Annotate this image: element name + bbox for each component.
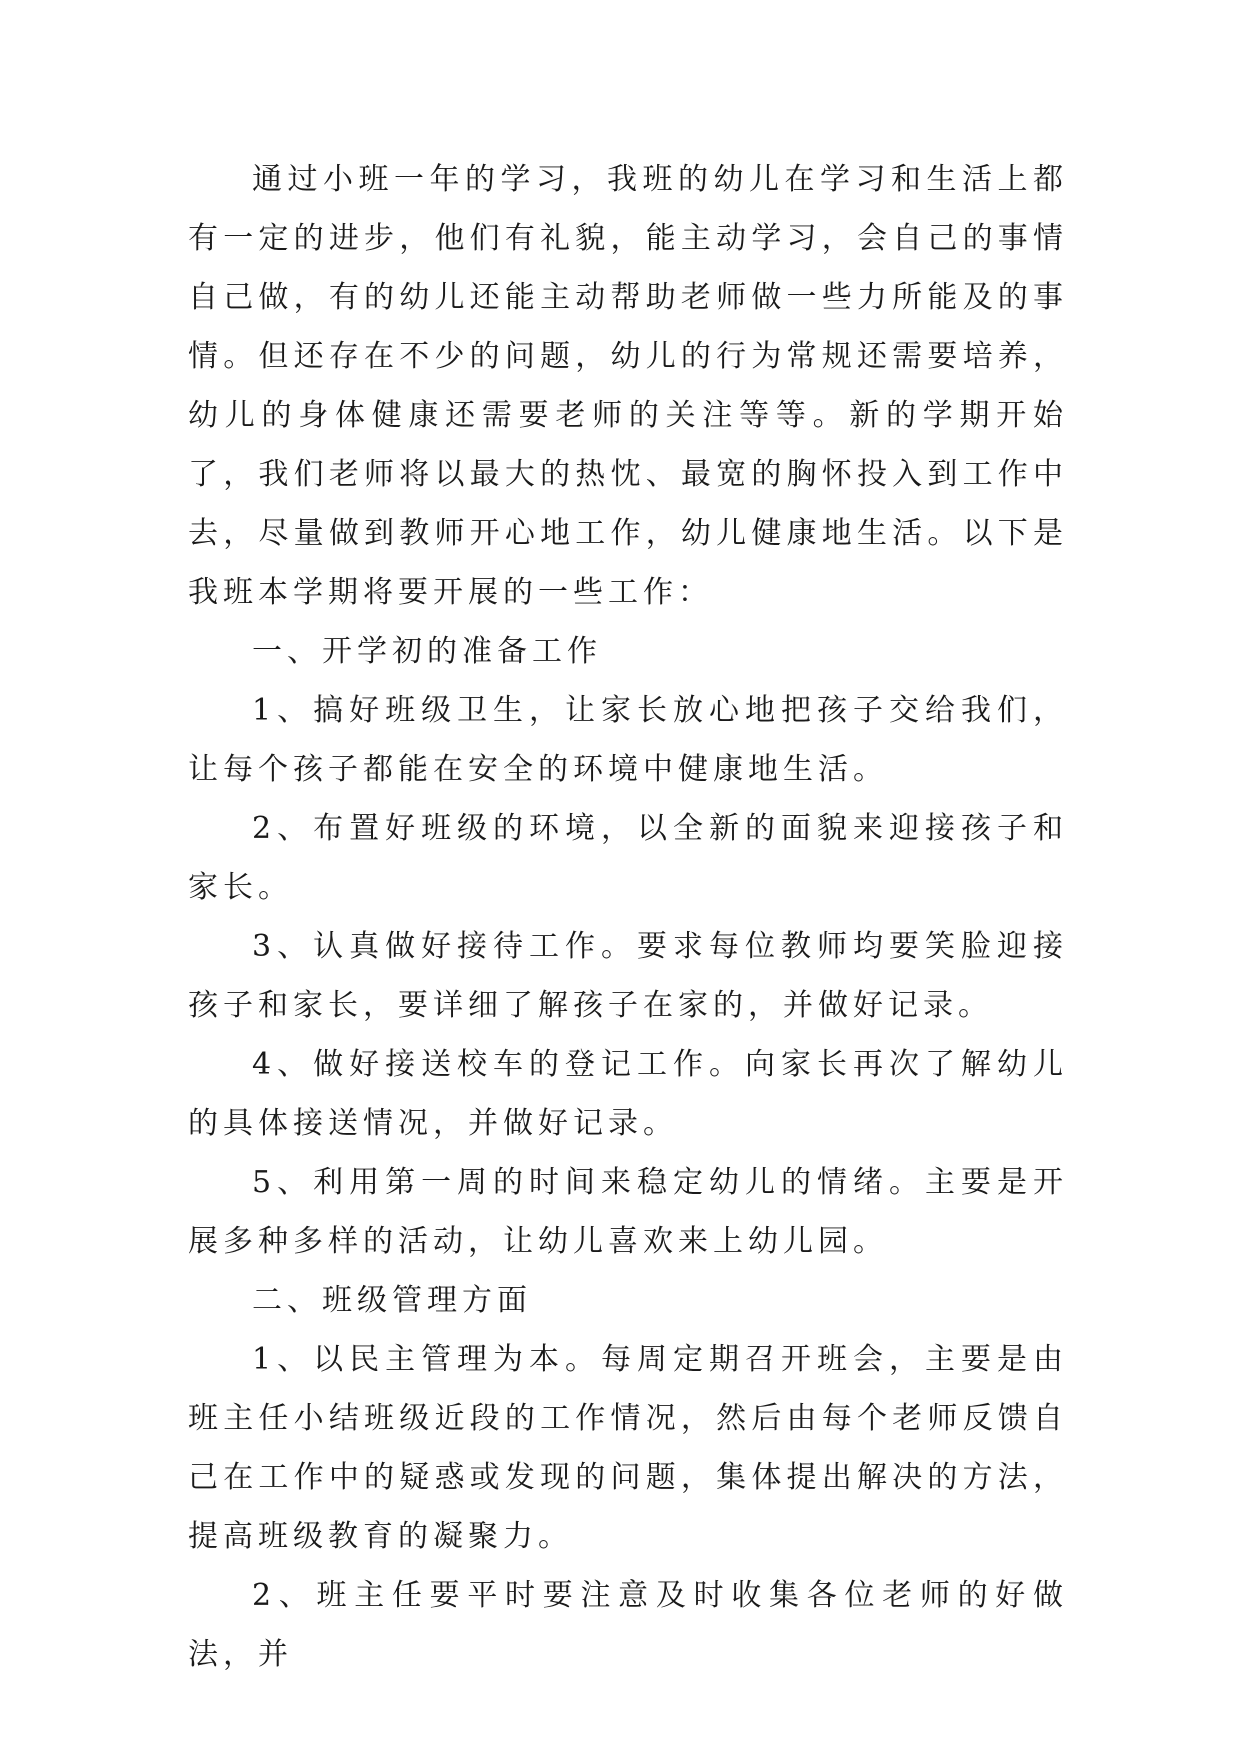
document-body bbox=[188, 150, 1068, 1684]
list-item-paragraph: 4、做好接送校车的登记工作。向家长再次了解幼儿的具体接送情况，并做好记录。 bbox=[188, 1047, 1068, 1141]
list-item-paragraph: 5、利用第一周的时间来稳定幼儿的情绪。主要是开展多种多样的活动，让幼儿喜欢来上幼儿园。 bbox=[188, 1165, 1068, 1259]
section-heading-class-management: 二、班级管理方面 bbox=[252, 1283, 532, 1318]
section-heading-preparation: 一、开学初的准备工作 bbox=[252, 634, 602, 669]
list-item-paragraph: 2、班主任要平时要注意及时收集各位老师的好做法，并 bbox=[188, 1578, 1068, 1672]
list-item-paragraph: 3、认真做好接待工作。要求每位教师均要笑脸迎接孩子和家长，要详细了解孩子在家的，并做好记录。 bbox=[188, 929, 1068, 1023]
list-item-paragraph: 1、搞好班级卫生，让家长放心地把孩子交给我们，让每个孩子都能在安全的环境中健康地生活。 bbox=[188, 693, 1068, 787]
intro-paragraph: 通过小班一年的学习，我班的幼儿在学习和生活上都有一定的进步，他们有礼貌，能主动学习，会自己的事情自己做，有的幼儿还能主动帮助老师做一些力所能及的事情。但还存在不少的问题，幼儿的行为常规还需要培养，幼儿的身体健康还需要老师的关注等等。新的学期开始了，我们老师将以最大的热忱、最宽的胸怀投入到工作中去，尽量做到教师开心地工作，幼儿健康地生活。以下是我班本学期将要开展的一些工作： bbox=[188, 162, 1068, 610]
list-item-paragraph: 1、以民主管理为本。每周定期召开班会，主要是由班主任小结班级近段的工作情况，然后由每个老师反馈自己在工作中的疑惑或发现的问题，集体提出解决的方法，提高班级教育的凝聚力。 bbox=[188, 1342, 1068, 1554]
list-item-paragraph: 2、布置好班级的环境，以全新的面貌来迎接孩子和家长。 bbox=[188, 811, 1068, 905]
